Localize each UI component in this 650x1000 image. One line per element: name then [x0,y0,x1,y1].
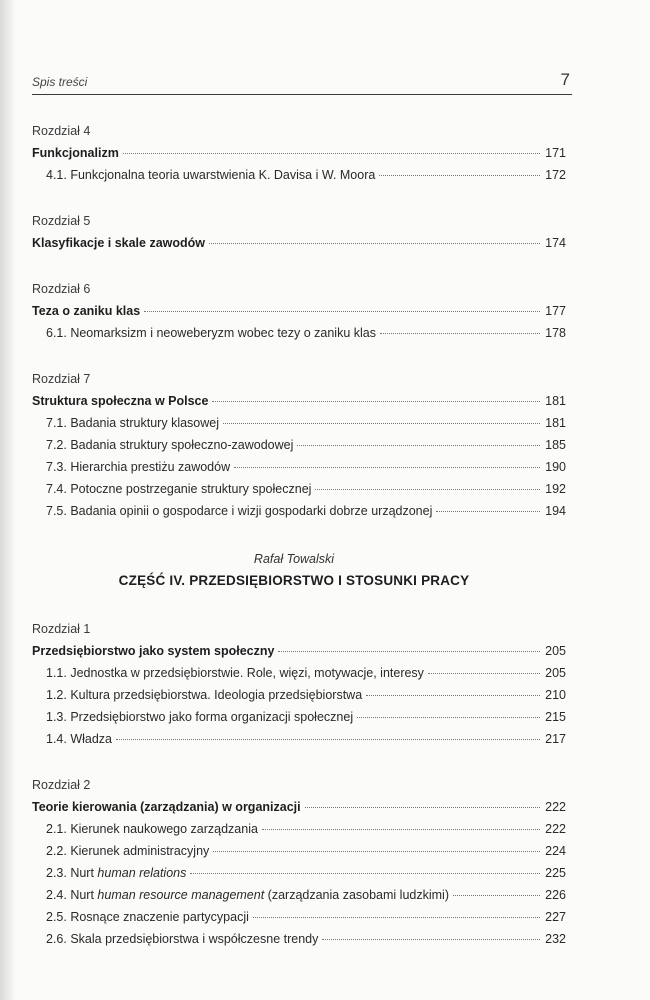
running-head [32,66,572,95]
page-ref: 227 [545,910,566,924]
section-title [46,884,449,906]
section-title: 6.1. Neomarksizm i neoweberyzm wobec tezy o zaniku klas [46,326,376,340]
dot-leader [436,511,540,512]
toc-entry-chapter[interactable] [32,142,566,164]
dot-leader [297,445,540,446]
section-title-emphasis: human relations [97,866,187,880]
dot-leader [223,423,540,424]
dot-leader [278,651,540,652]
section-title: 1.1. Jednostka w przedsiębiorstwie. Role, więzi, motywacje, interesy [46,666,424,680]
section-title: 7.1. Badania struktury klasowej [46,416,220,430]
toc-entry-chapter[interactable] [32,300,566,322]
toc-entry-section[interactable] [32,884,566,906]
dot-leader [116,739,540,740]
section-title [46,862,186,884]
toc-entry-section[interactable] [32,434,566,456]
chapter-title: Teza o zaniku klas [32,304,141,318]
chapter-label: Rozdział 6 [32,282,91,296]
section-title-prefix: 2.4. Nurt [46,888,98,902]
part-heading [32,548,566,594]
dot-leader [453,895,540,896]
dot-leader [123,153,540,154]
chapter-label: Rozdział 5 [32,214,91,228]
dot-leader [209,243,540,244]
section-title: 7.3. Hierarchia prestiżu zawodów [46,460,231,474]
dot-leader [253,917,540,918]
page-ref: 232 [545,932,566,946]
toc-entry-section[interactable] [32,500,566,522]
dot-leader [305,807,540,808]
dot-leader [234,467,540,468]
page-ref: 181 [545,416,566,430]
toc-entry-section[interactable] [32,728,566,750]
section-title: 2.6. Skala przedsiębiorstwa i współczesne trendy [46,932,319,946]
toc-entry-chapter[interactable] [32,390,566,412]
page-ref: 185 [545,438,566,452]
dot-leader [212,401,540,402]
toc-entry-section[interactable] [32,662,566,684]
toc-entry-section[interactable] [32,862,566,884]
page-ref: 210 [545,688,566,702]
page-ref: 177 [545,304,566,318]
section-title: 1.2. Kultura przedsiębiorstwa. Ideologia przedsiębiorstwa [46,688,363,702]
toc-entry-section[interactable] [32,164,566,186]
toc-entry-section[interactable] [32,412,566,434]
dot-leader [190,873,540,874]
page-ref: 225 [545,866,566,880]
toc-entry-chapter[interactable] [32,232,566,254]
section-title: 2.2. Kierunek administracyjny [46,844,210,858]
toc-entry-section[interactable] [32,840,566,862]
page-ref: 174 [545,236,566,250]
chapter-label: Rozdział 2 [32,778,91,792]
spine-shadow [0,0,16,1000]
page-ref: 215 [545,710,566,724]
table-of-contents [32,120,566,950]
chapter-label: Rozdział 4 [32,124,91,138]
section-title: 2.1. Kierunek naukowego zarządzania [46,822,258,836]
page-ref: 171 [545,146,566,160]
chapter-title: Funkcjonalizm [32,146,119,160]
chapter-label: Rozdział 1 [32,622,91,636]
page-ref: 205 [545,644,566,658]
page-number: 7 [560,70,570,89]
dot-leader [262,829,540,830]
section-title-emphasis: human resource management [97,888,265,902]
toc-entry-section[interactable] [32,456,566,478]
page-ref: 192 [545,482,566,496]
chapter-title: Struktura społeczna w Polsce [32,394,209,408]
section-title: 1.4. Władza [46,732,113,746]
page-ref: 226 [545,888,566,902]
page-ref: 181 [545,394,566,408]
chapter-title: Klasyfikacje i skale zawodów [32,236,205,250]
dot-leader [315,489,540,490]
dot-leader [428,673,540,674]
section-title: 4.1. Funkcjonalna teoria uwarstwienia K. Davisa i W. Moora [46,168,376,182]
dot-leader [144,311,540,312]
dot-leader [322,939,540,940]
running-head-title: Spis treści [32,75,88,89]
dot-leader [380,333,540,334]
section-title-prefix: 2.3. Nurt [46,866,98,880]
dot-leader [379,175,540,176]
page-ref: 224 [545,844,566,858]
toc-entry-chapter[interactable] [32,796,566,818]
page-ref: 217 [545,732,566,746]
section-title: 7.2. Badania struktury społeczno-zawodowej [46,438,294,452]
page-ref: 205 [545,666,566,680]
page-ref: 178 [545,326,566,340]
dot-leader [366,695,540,696]
chapter-title: Przedsiębiorstwo jako system społeczny [32,644,275,658]
section-title: 1.3. Przedsiębiorstwo jako forma organizacji społecznej [46,710,354,724]
section-title: 7.5. Badania opinii o gospodarce i wizji gospodarki dobrze urządzonej [46,504,433,518]
dot-leader [213,851,540,852]
chapter-title: Teorie kierowania (zarządzania) w organizacji [32,800,301,814]
part-title: CZĘŚĆ IV. PRZEDSIĘBIORSTWO I STOSUNKI PRACY [118,573,470,588]
toc-entry-section[interactable] [32,684,566,706]
toc-entry-section[interactable] [32,906,566,928]
toc-entry-section[interactable] [32,928,566,950]
page-ref: 194 [545,504,566,518]
dot-leader [357,717,540,718]
part-author: Rafał Towalski [253,552,335,566]
section-title: 7.4. Potoczne postrzeganie struktury społecznej [46,482,312,496]
page-ref: 222 [545,800,566,814]
chapter-label: Rozdział 7 [32,372,91,386]
section-title-suffix: (zarządzania zasobami ludzkimi) [264,888,449,902]
section-title: 2.5. Rosnące znaczenie partycypacji [46,910,249,924]
toc-entry-section[interactable] [32,818,566,840]
toc-entry-chapter[interactable] [32,640,566,662]
page-ref: 190 [545,460,566,474]
toc-entry-section[interactable] [32,478,566,500]
page-ref: 172 [545,168,566,182]
toc-entry-section[interactable] [32,322,566,344]
toc-entry-section[interactable] [32,706,566,728]
page-ref: 222 [545,822,566,836]
